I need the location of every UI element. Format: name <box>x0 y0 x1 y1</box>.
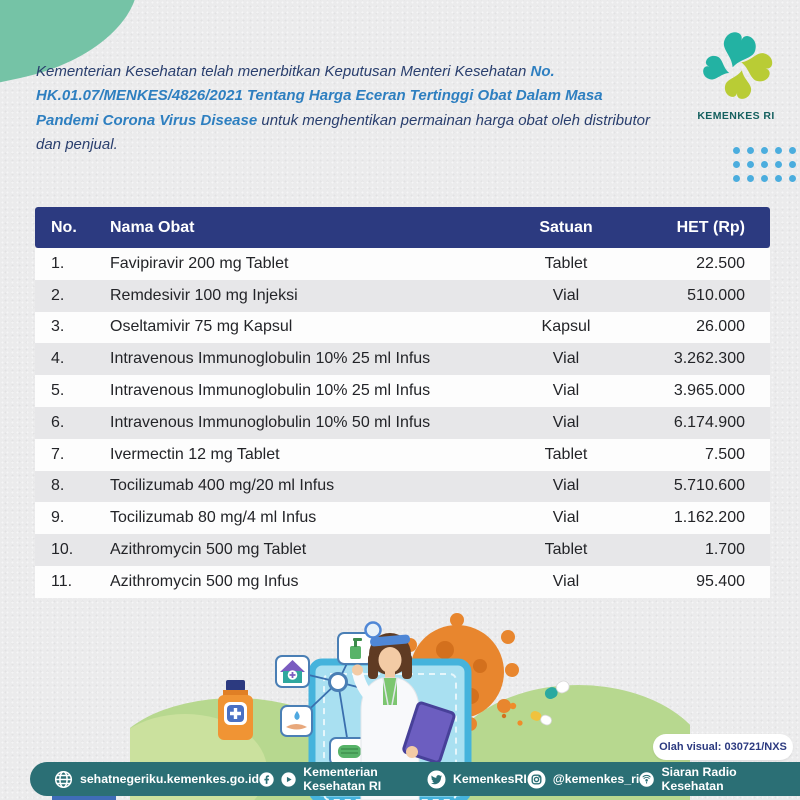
dot <box>789 147 796 154</box>
cell-nama: Intravenous Immunoglobulin 10% 50 ml Infus <box>110 413 431 431</box>
cell-het: 5.710.600 <box>673 477 745 495</box>
cell-satuan: Vial <box>552 350 580 368</box>
table-row <box>35 471 770 503</box>
footer-radio-label: Siaran Radio Kesehatan <box>661 765 737 793</box>
table-header-row <box>35 207 770 248</box>
cell-het: 6.174.900 <box>673 413 745 431</box>
footer-instagram-label: @kemenkes_ri <box>552 772 640 786</box>
table-row <box>35 439 770 471</box>
kemenkes-logo-icon <box>697 30 775 102</box>
cell-satuan: Vial <box>552 382 580 400</box>
radio-icon <box>639 770 654 789</box>
cell-nama: Remdesivir 100 mg Injeksi <box>110 286 298 304</box>
dot <box>789 175 796 182</box>
dot <box>761 175 768 182</box>
cell-no: 8. <box>51 477 65 495</box>
intro-text-highlight: No. HK.01.07/MENKES/4826/2021 Tentang Harga Eceran Tertinggi Obat Dalam Masa Pandemi Corona Virus Disease <box>36 63 603 129</box>
dot <box>761 147 768 154</box>
cell-satuan: Tablet <box>544 445 588 463</box>
table-row <box>35 407 770 439</box>
cell-het: 26.000 <box>696 318 745 336</box>
dot <box>747 175 754 182</box>
kemenkes-logo <box>680 30 792 122</box>
hand-drop-node-icon <box>281 706 312 736</box>
footer-bar <box>30 762 800 796</box>
footer-fb-yt-label: Kementerian Kesehatan RI <box>303 765 382 793</box>
dots-grid <box>733 147 796 182</box>
footer-radio-link[interactable] <box>639 765 774 793</box>
cell-het: 510.000 <box>687 286 745 304</box>
cell-no: 5. <box>51 382 65 400</box>
youtube-icon <box>281 770 296 789</box>
cell-nama: Azithromycin 500 mg Tablet <box>110 541 307 559</box>
dot <box>775 161 782 168</box>
globe-icon <box>54 770 73 789</box>
cell-het: 1.700 <box>704 541 745 559</box>
het-table <box>35 207 770 598</box>
cell-satuan: Vial <box>552 509 580 527</box>
footer-instagram-link[interactable] <box>527 770 640 789</box>
cell-nama: Oseltamivir 75 mg Kapsul <box>110 318 293 336</box>
header-nama: Nama Obat <box>110 218 195 236</box>
cell-no: 10. <box>51 541 74 559</box>
cell-satuan: Vial <box>552 286 580 304</box>
cell-no: 3. <box>51 318 65 336</box>
table-body <box>35 248 770 598</box>
cell-no: 4. <box>51 350 65 368</box>
cell-het: 3.262.300 <box>673 350 745 368</box>
footer-fb-yt-link[interactable] <box>259 765 427 793</box>
sanitizer-node-icon <box>338 633 373 664</box>
medicine-bottle-icon <box>218 680 253 740</box>
cell-no: 11. <box>51 572 73 590</box>
table-row <box>35 502 770 534</box>
cell-satuan: Tablet <box>544 541 588 559</box>
cell-satuan: Vial <box>552 413 580 431</box>
cell-no: 1. <box>51 254 65 272</box>
table-row <box>35 343 770 375</box>
cell-nama: Intravenous Immunoglobulin 10% 25 ml Infus <box>110 382 431 400</box>
credit-badge: Olah visual: 030721/NXS <box>653 734 793 760</box>
cell-nama: Ivermectin 12 mg Tablet <box>110 445 280 463</box>
cell-nama: Favipiravir 200 mg Tablet <box>110 254 289 272</box>
cell-het: 7.500 <box>704 445 745 463</box>
cell-nama: Tocilizumab 400 mg/20 ml Infus <box>110 477 335 495</box>
cell-satuan: Vial <box>552 477 580 495</box>
facebook-icon <box>259 770 274 789</box>
house-node-icon <box>276 656 309 687</box>
cell-satuan: Vial <box>552 572 580 590</box>
header-no: No. <box>51 218 77 236</box>
cell-no: 7. <box>51 445 65 463</box>
cell-nama: Tocilizumab 80 mg/4 ml Infus <box>110 509 317 527</box>
dot <box>789 161 796 168</box>
cell-het: 95.400 <box>696 572 745 590</box>
dot <box>733 161 740 168</box>
dot <box>733 147 740 154</box>
intro-text-pre: Kementerian Kesehatan telah menerbitkan Keputusan Menteri Kesehatan <box>36 63 531 80</box>
table-row <box>35 534 770 566</box>
footer-website-label: sehatnegeriku.kemenkes.go.id <box>80 772 260 786</box>
cell-het: 22.500 <box>696 254 745 272</box>
cell-satuan: Tablet <box>544 254 588 272</box>
dot <box>733 175 740 182</box>
table-row <box>35 248 770 280</box>
cell-no: 9. <box>51 509 65 527</box>
instagram-icon <box>527 770 546 789</box>
network-hub <box>330 674 347 691</box>
dot <box>775 175 782 182</box>
cell-nama: Intravenous Immunoglobulin 10% 25 ml Infus <box>110 350 431 368</box>
dot <box>747 147 754 154</box>
header-het: HET (Rp) <box>676 218 745 236</box>
intro-paragraph <box>36 60 664 157</box>
table-row <box>35 375 770 407</box>
footer-twitter-link[interactable] <box>427 770 527 789</box>
header-satuan: Satuan <box>539 218 593 236</box>
cell-no: 6. <box>51 413 65 431</box>
footer-twitter-label: KemenkesRI <box>452 772 527 786</box>
kemenkes-logo-label: KEMENKES RI <box>697 110 775 122</box>
cell-satuan: Kapsul <box>541 318 591 336</box>
cell-het: 3.965.000 <box>673 382 745 400</box>
table-row <box>35 566 770 598</box>
table-row <box>35 280 770 312</box>
intro-text-post: untuk menghentikan permainan harga obat oleh distributor dan penjual. <box>36 111 650 153</box>
table-row <box>35 312 770 344</box>
cell-het: 1.162.200 <box>673 509 745 527</box>
cell-nama: Azithromycin 500 mg Infus <box>110 572 299 590</box>
dot <box>775 147 782 154</box>
dot <box>761 161 768 168</box>
dot <box>747 161 754 168</box>
cell-no: 2. <box>51 286 65 304</box>
footer-website-link[interactable] <box>54 770 259 789</box>
twitter-icon <box>427 770 446 789</box>
